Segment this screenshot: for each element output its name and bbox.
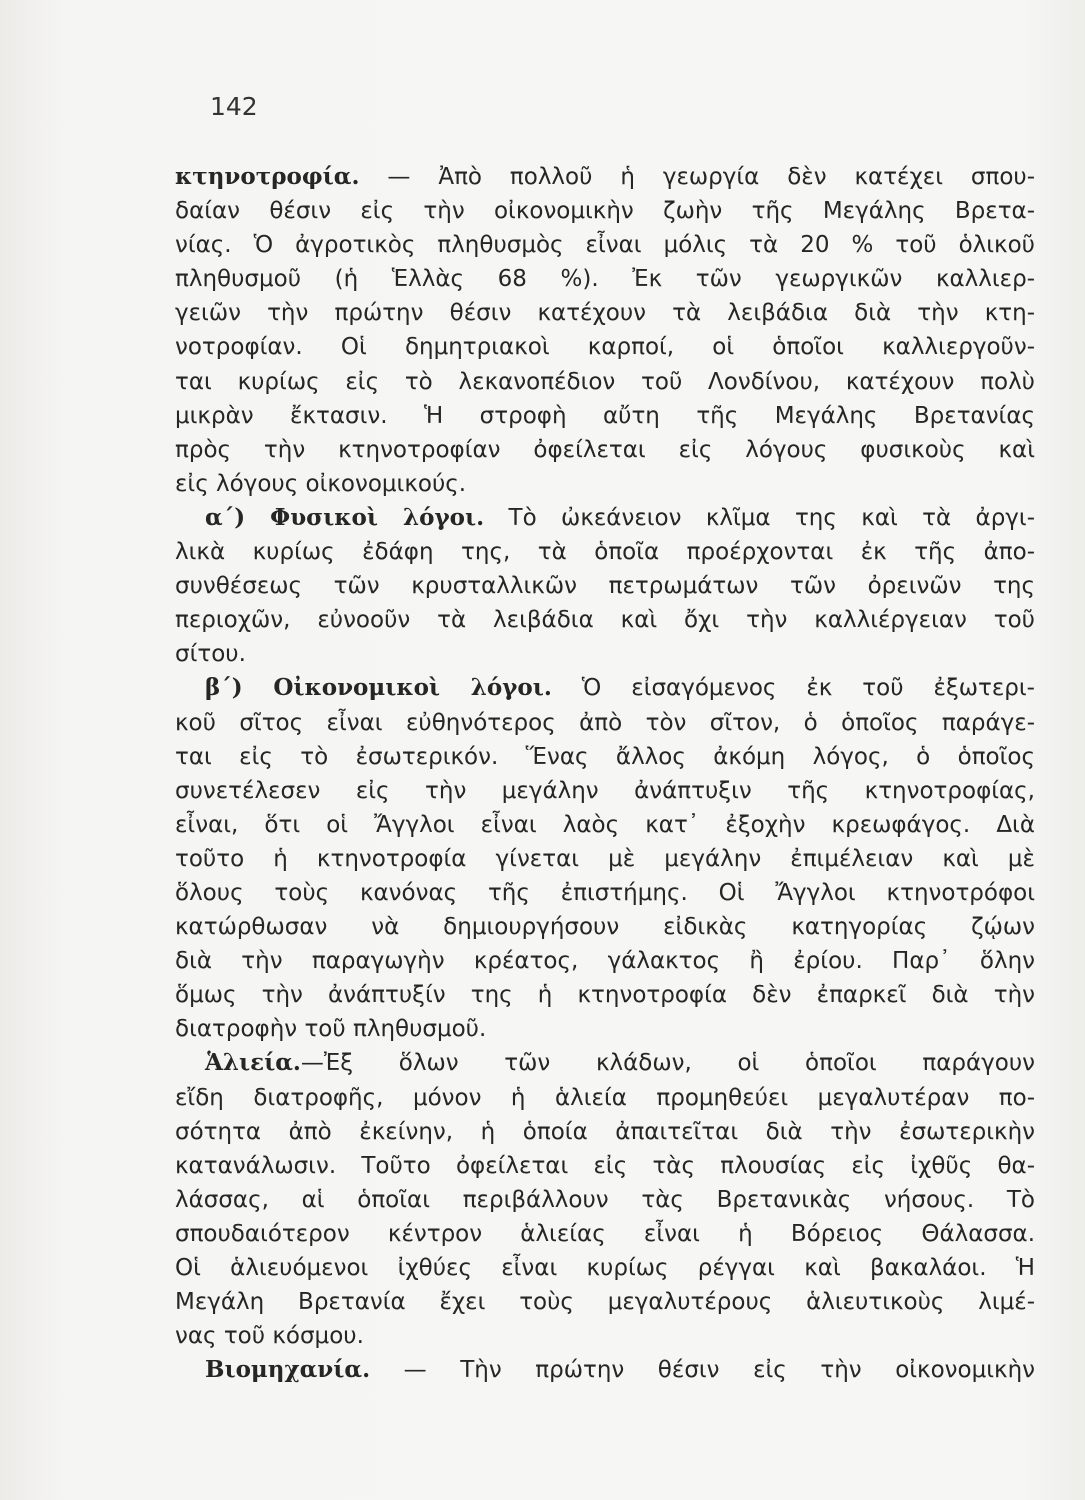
text-line: συνετέλεσεν εἰς τὴν μεγάλην ἀνάπτυξιν τῆς κτηνοτροφίας, [175, 777, 1035, 804]
text-line: ται εἰς τὸ ἐσωτερικόν. Ἕνας ἄλλος ἀκόμη λόγος, ὁ ὁποῖος [175, 743, 1035, 770]
text-line: κοῦ σῖτος εἶναι εὐθηνότερος ἀπὸ τὸν σῖτον, ὁ ὁποῖος παράγε- [175, 709, 1035, 736]
text-line: νας τοῦ κόσμου. [175, 1323, 364, 1350]
text-line: πρὸς τὴν κτηνοτροφίαν ὀφείλεται εἰς λόγους φυσικοὺς καὶ [175, 436, 1035, 463]
line-text: — Ἀπὸ πολλοῦ ἡ γεωργία δὲν κατέχει σπου- [359, 164, 1035, 190]
body-text [175, 160, 1035, 1387]
text-line: νίας. Ὁ ἀγροτικὸς πληθυσμὸς εἶναι μόλις τὰ 20 % τοῦ ὁλικοῦ [175, 232, 1035, 259]
text-line: διατροφὴν τοῦ πληθυσμοῦ. [175, 1016, 487, 1043]
section-heading: α΄) Φυσικοὶ λόγοι. [205, 503, 485, 531]
text-line: συνθέσεως τῶν κρυσταλλικῶν πετρωμάτων τῶν ὀρεινῶν της [175, 573, 1035, 600]
text-line [175, 1353, 1035, 1387]
text-line: νοτροφίαν. Οἱ δημητριακοὶ καρποί, οἱ ὁποῖοι καλλιεργοῦν- [175, 334, 1035, 361]
line-text: Ὁ εἰσαγόμενος ἐκ τοῦ ἐξωτερι- [551, 675, 1035, 702]
text-line: πληθυσμοῦ (ἡ Ἑλλὰς 68 %). Ἐκ τῶν γεωργικῶν καλλιερ- [175, 266, 1035, 293]
text-line: κατώρθωσαν νὰ δημιουργήσουν εἰδικὰς κατηγορίας ζῴων [175, 914, 1035, 941]
text-line: μικρὰν ἔκτασιν. Ἡ στροφὴ αὔτη τῆς Μεγάλης Βρετανίας [175, 402, 1035, 429]
line-text: —Ἐξ ὅλων τῶν κλάδων, οἱ ὁποῖοι παράγουν [300, 1050, 1035, 1077]
text-line: κατανάλωσιν. Τοῦτο ὀφείλεται εἰς τὰς πλουσίας εἰς ἰχθῦς θα- [175, 1152, 1035, 1179]
text-line [175, 1046, 1035, 1080]
section-heading: κτηνοτροφία. [175, 163, 360, 190]
text-line: δαίαν θέσιν εἰς τὴν οἰκονομικὴν ζωὴν τῆς Μεγάλης Βρετα- [175, 198, 1035, 225]
text-line: ται κυρίως εἰς τὸ λεκανοπέδιον τοῦ Λονδίνου, κατέχουν πολὺ [175, 368, 1035, 395]
section-heading: β΄) Οἰκονομικοὶ λόγοι. [205, 674, 552, 702]
text-line: εἰς λόγους οἰκονομικούς. [175, 470, 467, 497]
text-line: τοῦτο ἡ κτηνοτροφία γίνεται μὲ μεγάλην ἐπιμέλειαν καὶ μὲ [175, 845, 1035, 872]
section-heading: Ἁλιεία. [205, 1049, 301, 1077]
text-line: Οἱ ἁλιευόμενοι ἰχθύες εἶναι κυρίως ρέγγαι καὶ βακαλάοι. Ἡ [175, 1255, 1035, 1281]
text-line: σπουδαιότερον κέντρον ἁλιείας εἶναι ἡ Βόρειος Θάλασσα. [175, 1220, 1035, 1247]
text-line: ὅλους τοὺς κανόνας τῆς ἐπιστήμης. Οἱ Ἄγγλοι κτηνοτρόφοι [175, 879, 1035, 906]
text-line: εἶναι, ὅτι οἱ Ἄγγλοι εἶναι λαὸς κατ᾽ ἐξοχὴν κρεωφάγος. Διὰ [175, 811, 1035, 838]
text-line [175, 671, 1035, 705]
line-text: — Τὴν πρώτην θέσιν εἰς τὴν οἰκονομικὴν [370, 1357, 1035, 1384]
text-line: σίτου. [175, 641, 246, 668]
text-line: διὰ τὴν παραγωγὴν κρέατος, γάλακτος ἢ ἐρίου. Παρ᾽ ὅλην [175, 948, 1035, 975]
section-heading: Βιομηχανία. [205, 1356, 371, 1384]
text-line [175, 501, 1035, 535]
text-line: Μεγάλη Βρετανία ἔχει τοὺς μεγαλυτέρους ἁλιευτικοὺς λιμέ- [175, 1289, 1035, 1316]
text-line: εἴδη διατροφῆς, μόνον ἡ ἁλιεία προμηθεύει μεγαλυτέραν πο- [175, 1084, 1035, 1111]
text-line: γειῶν τὴν πρώτην θέσιν κατέχουν τὰ λειβάδια διὰ τὴν κτη- [175, 300, 1035, 327]
text-line [175, 160, 1035, 194]
text-line: περιοχῶν, εὐνοοῦν τὰ λειβάδια καὶ ὄχι τὴν καλλιέργειαν τοῦ [175, 607, 1035, 634]
text-line: ὅμως τὴν ἀνάπτυξίν της ἡ κτηνοτροφία δὲν ἐπαρκεῖ διὰ τὴν [175, 982, 1035, 1009]
text-line: λικὰ κυρίως ἐδάφη της, τὰ ὁποῖα προέρχονται ἐκ τῆς ἀπο- [175, 539, 1035, 566]
text-line: σότητα ἀπὸ ἐκείνην, ἡ ὁποία ἀπαιτεῖται διὰ τὴν ἐσωτερικὴν [175, 1118, 1035, 1145]
text-line: λάσσας, αἱ ὁποῖαι περιβάλλουν τὰς Βρετανικὰς νήσους. Τὸ [175, 1186, 1035, 1213]
page-number: 142 [210, 92, 258, 121]
line-text: Τὸ ὠκεάνειον κλῖμα της καὶ τὰ ἀργι- [484, 504, 1035, 531]
